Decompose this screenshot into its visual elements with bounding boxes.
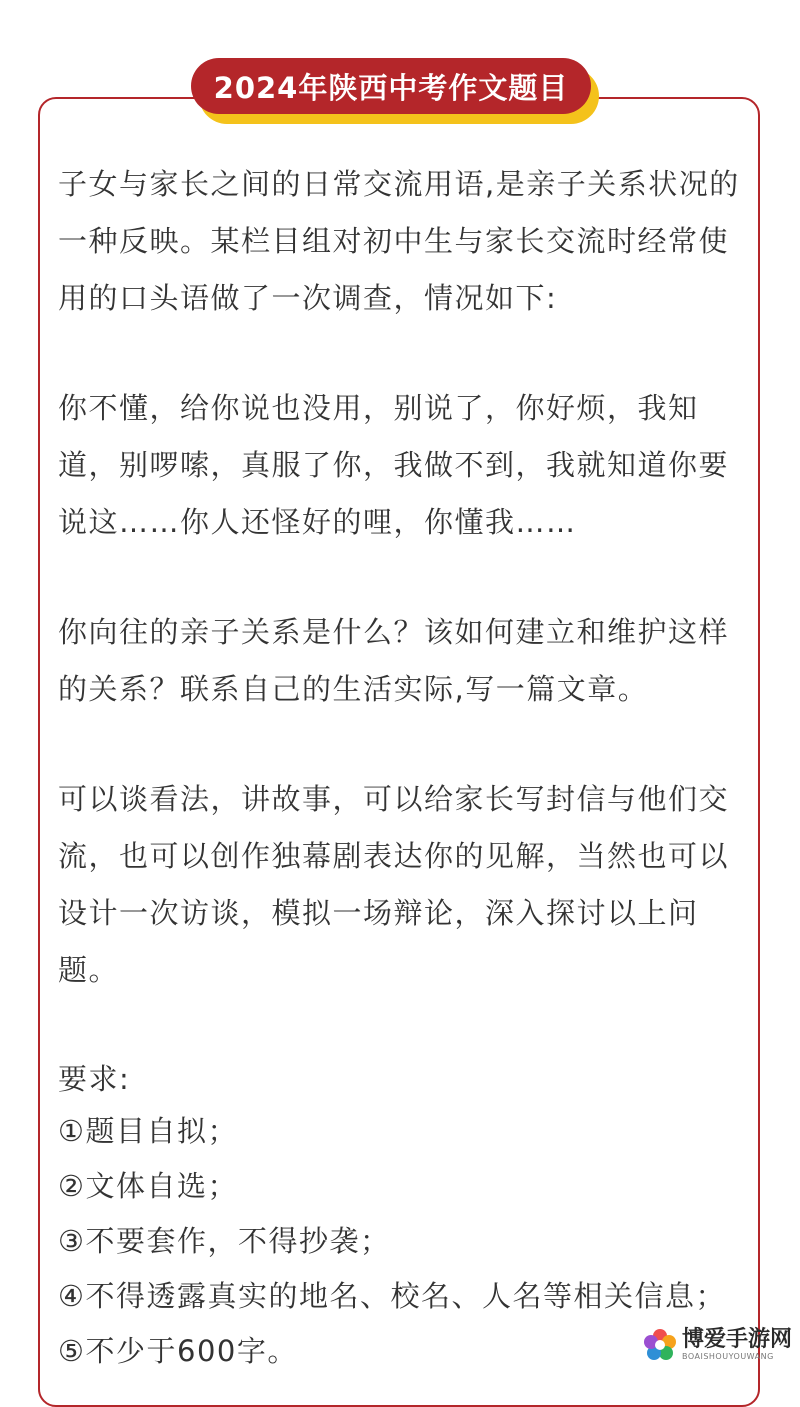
requirement-item: ①题目自拟； [58,1114,238,1148]
requirement-item: ⑤不少于600字。 [58,1334,298,1368]
prompt-paragraph-2: 你不懂，给你说也没用，别说了，你好烦，我知道，别啰嗦，真服了你，我做不到，我就知道你要说这……你人还怪好的哩，你懂我…… [58,391,730,539]
watermark [642,1327,792,1363]
essay-prompt [58,156,744,1379]
watermark-text [682,1328,792,1362]
requirement-item: ④不得透露真实的地名、校名、人名等相关信息； [58,1279,726,1313]
requirement-item: ②文体自选； [58,1169,238,1203]
requirements-heading: 要求: [58,1062,131,1096]
watermark-subtitle: BOAISHOUYOUWANG [682,1352,774,1361]
prompt-paragraph-1: 子女与家长之间的日常交流用语,是亲子关系状况的一种反映。某栏目组对初中生与家长交流时经常使用的口头语做了一次调查，情况如下: [58,167,740,315]
requirement-item: ③不要套作，不得抄袭； [58,1224,391,1258]
flower-logo-icon [642,1327,678,1363]
prompt-paragraph-3: 你向往的亲子关系是什么？该如何建立和维护这样的关系？联系自己的生活实际,写一篇文章。 [58,615,730,706]
page-title: 2024年陕西中考作文题目 [191,58,591,114]
prompt-paragraph-4: 可以谈看法，讲故事，可以给家长写封信与他们交流，也可以创作独幕剧表达你的见解，当然也可以设计一次访谈，模拟一场辩论，深入探讨以上问题。 [58,782,730,987]
watermark-name: 博爱手游网 [682,1327,793,1352]
